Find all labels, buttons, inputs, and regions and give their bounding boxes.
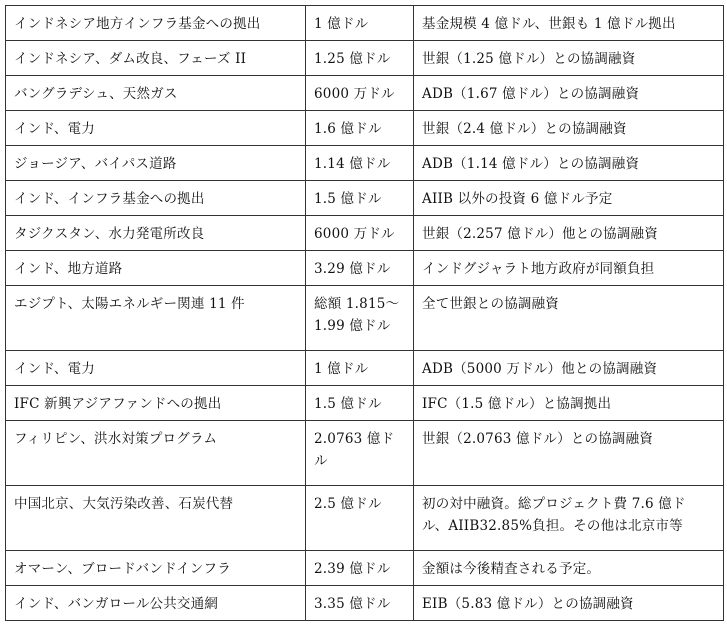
table-row bbox=[6, 551, 724, 586]
project-cell: インド、バンガロール公共交通網 bbox=[6, 586, 306, 621]
amount-cell-line: 1.99 億ドル bbox=[314, 318, 391, 334]
project-cell: バングラデシュ、天然ガス bbox=[6, 76, 306, 111]
amount-cell: 1 億ドル bbox=[306, 6, 414, 41]
amount-cell: 2.5 億ドル bbox=[306, 486, 414, 551]
project-cell: IFC 新興アジアファンドへの拠出 bbox=[6, 386, 306, 421]
project-cell: インドネシア、ダム改良、フェーズ II bbox=[6, 41, 306, 76]
table-row bbox=[6, 6, 724, 41]
table-row bbox=[6, 76, 724, 111]
note-cell: ADB（5000 万ドル）他との協調融資 bbox=[414, 351, 724, 386]
table-row bbox=[6, 386, 724, 421]
aiib-projects-table bbox=[5, 5, 724, 621]
project-cell: インド、インフラ基金への拠出 bbox=[6, 181, 306, 216]
aiib-projects-table-container bbox=[5, 5, 724, 621]
note-cell: 世銀（1.25 億ドル）との協調融資 bbox=[414, 41, 724, 76]
amount-cell: 3.35 億ドル bbox=[306, 586, 414, 621]
table-row bbox=[6, 351, 724, 386]
project-cell: ジョージア、バイパス道路 bbox=[6, 146, 306, 181]
amount-cell: 3.29 億ドル bbox=[306, 251, 414, 286]
table-row bbox=[6, 586, 724, 621]
note-cell: 金額は今後精査される予定。 bbox=[414, 551, 724, 586]
amount-cell: 1.6 億ドル bbox=[306, 111, 414, 146]
amount-cell: 1.14 億ドル bbox=[306, 146, 414, 181]
note-cell: 全て世銀との協調融資 bbox=[414, 286, 724, 351]
note-cell: EIB（5.83 億ドル）との協調融資 bbox=[414, 586, 724, 621]
project-cell: インド、電力 bbox=[6, 111, 306, 146]
table-row bbox=[6, 216, 724, 251]
amount-cell: 6000 万ドル bbox=[306, 76, 414, 111]
project-cell: インド、電力 bbox=[6, 351, 306, 386]
amount-cell-line: ル bbox=[314, 453, 328, 469]
note-cell bbox=[414, 486, 724, 551]
note-cell: ADB（1.67 億ドル）との協調融資 bbox=[414, 76, 724, 111]
amount-cell: 1.25 億ドル bbox=[306, 41, 414, 76]
table-row bbox=[6, 146, 724, 181]
amount-cell-line: 2.0763 億ド bbox=[314, 431, 395, 447]
amount-cell: 1.5 億ドル bbox=[306, 181, 414, 216]
note-cell: AIIB 以外の投資 6 億ドル予定 bbox=[414, 181, 724, 216]
project-cell: オマーン、ブロードバンドインフラ bbox=[6, 551, 306, 586]
table-row bbox=[6, 41, 724, 76]
project-cell: タジクスタン、水力発電所改良 bbox=[6, 216, 306, 251]
project-cell: エジプト、太陽エネルギー関連 11 件 bbox=[6, 286, 306, 351]
note-cell-line: 初の対中融資。総プロジェクト費 7.6 億ド bbox=[422, 496, 686, 512]
project-cell: 中国北京、大気汚染改善、石炭代替 bbox=[6, 486, 306, 551]
note-cell: 基金規模 4 億ドル、世銀も 1 億ドル拠出 bbox=[414, 6, 724, 41]
amount-cell: 1 億ドル bbox=[306, 351, 414, 386]
table-row bbox=[6, 421, 724, 486]
table-row bbox=[6, 251, 724, 286]
table-row bbox=[6, 286, 724, 351]
amount-cell bbox=[306, 286, 414, 351]
project-cell: フィリピン、洪水対策プログラム bbox=[6, 421, 306, 486]
table-row bbox=[6, 181, 724, 216]
table-body bbox=[6, 6, 724, 621]
note-cell: ADB（1.14 億ドル）との協調融資 bbox=[414, 146, 724, 181]
note-cell: 世銀（2.257 億ドル）他との協調融資 bbox=[414, 216, 724, 251]
note-cell: IFC（1.5 億ドル）と協調拠出 bbox=[414, 386, 724, 421]
amount-cell: 6000 万ドル bbox=[306, 216, 414, 251]
project-cell: インドネシア地方インフラ基金への拠出 bbox=[6, 6, 306, 41]
table-row bbox=[6, 111, 724, 146]
note-cell: インドグジャラト地方政府が同額負担 bbox=[414, 251, 724, 286]
amount-cell-line: 総額 1.815～ bbox=[314, 296, 400, 312]
note-cell-line: ル、AIIB32.85%負担。その他は北京市等 bbox=[422, 518, 683, 534]
table-row bbox=[6, 486, 724, 551]
note-cell: 世銀（2.4 億ドル）との協調融資 bbox=[414, 111, 724, 146]
amount-cell: 2.39 億ドル bbox=[306, 551, 414, 586]
amount-cell bbox=[306, 421, 414, 486]
amount-cell: 1.5 億ドル bbox=[306, 386, 414, 421]
project-cell: インド、地方道路 bbox=[6, 251, 306, 286]
note-cell: 世銀（2.0763 億ドル）との協調融資 bbox=[414, 421, 724, 486]
